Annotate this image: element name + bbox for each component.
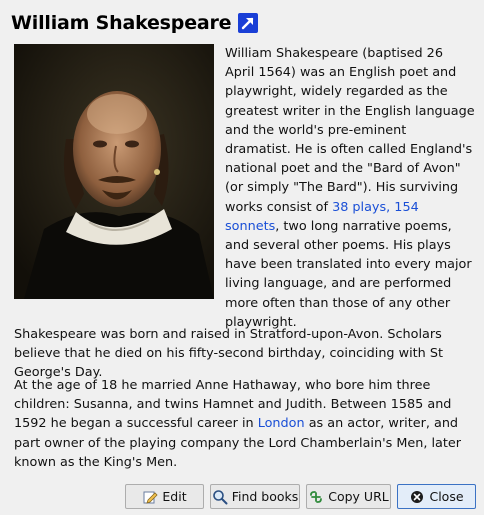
header: [11, 11, 258, 35]
bio-career: [14, 376, 476, 472]
bio-birthplace: Shakespeare was born and raised in Stratford-upon-Avon. Scholars believe that he died on his fifty-second birthday, coinciding with St George's Day.: [14, 327, 443, 381]
external-link-arrow-icon[interactable]: [238, 13, 258, 33]
close-button[interactable]: [397, 484, 476, 509]
find-books-label: Find books: [231, 489, 299, 504]
copy-url-button[interactable]: [306, 484, 391, 509]
works-link[interactable]: 38 plays, 154 sonnets: [225, 199, 419, 234]
close-label: Close: [429, 489, 464, 504]
bio-career-text-cont: as an actor, writer, and part owner of the playing company the Lord Chamberlain's Men, later known as the King's Men.: [14, 416, 462, 470]
bio-intro-text: William Shakespeare (baptised 26 April 1564) was an English poet and playwright, widely regarded as the greatest writer in the English language and the world's pre-eminent dramatist. He is often called England's national poet and the "Bard of Avon" (or simply "The Bard"). His surviving works consist of: [225, 46, 475, 215]
edit-label: Edit: [162, 489, 187, 504]
magnifier-icon: [212, 489, 228, 505]
copy-url-label: Copy URL: [328, 489, 389, 504]
edit-button[interactable]: [125, 484, 204, 509]
close-circle-icon: [409, 489, 425, 505]
find-books-button[interactable]: [210, 484, 300, 509]
bio-intro: [225, 44, 475, 332]
edit-icon: [142, 489, 158, 505]
page-title: William Shakespeare: [11, 12, 232, 34]
portrait-image: [14, 44, 214, 299]
bio-intro-text-cont: , two long narrative poems, and several other poems. His plays have been translated into every major living language, and are performed more often than those of any other playwright.: [225, 218, 472, 330]
bio-career-text: At the age of 18 he married Anne Hathaway, who bore him three children: Susanna, and twins Hamnet and Judith. Between 1585 and 1592 he began a successful career in: [14, 378, 452, 432]
copy-link-icon: [308, 489, 324, 505]
london-link[interactable]: London: [257, 416, 305, 432]
